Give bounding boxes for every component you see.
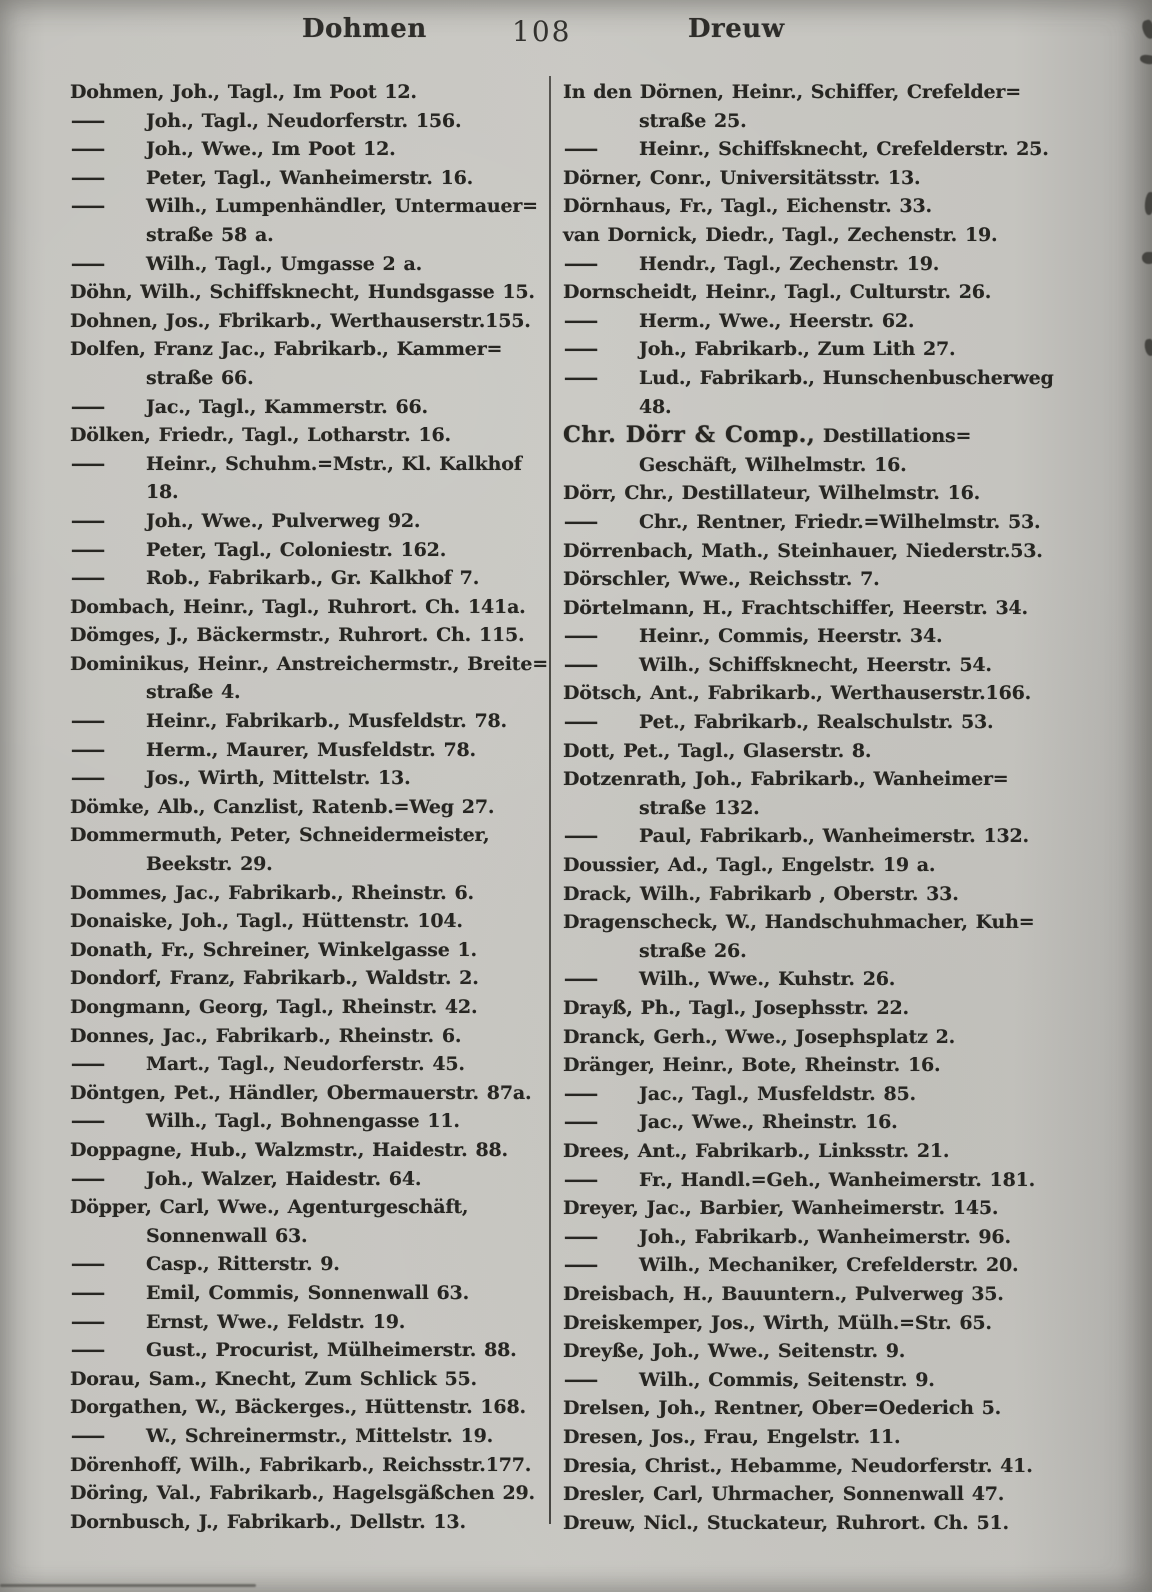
ditto-dash: — — [563, 1111, 599, 1134]
directory-entry: — Wilh., Wwe., Kuhstr. 26. — [563, 965, 1059, 994]
directory-entry: Dotzenrath, Joh., Fabrikarb., Wanheimer= straße 132. — [563, 768, 1009, 819]
directory-entry: — W., Schreinermstr., Mittelstr. 19. — [70, 1422, 558, 1451]
directory-entry: van Dornick, Diedr., Tagl., Zechenstr. 19. — [563, 223, 998, 246]
directory-entry: Dörr, Chr., Destillateur, Wilhelmstr. 16. — [563, 482, 981, 505]
directory-entry: Dreisbach, H., Bauuntern., Pulverweg 35. — [563, 1282, 1004, 1305]
directory-entry: Dörnhaus, Fr., Tagl., Eichenstr. 33. — [563, 195, 932, 218]
ditto-dash: — — [70, 738, 106, 761]
ditto-dash: — — [563, 825, 599, 848]
binding-mark — [1144, 192, 1152, 216]
directory-entry: — Emil, Commis, Sonnenwall 63. — [70, 1279, 558, 1308]
directory-entry: — Wilh., Mechaniker, Crefelderstr. 20. — [563, 1251, 1059, 1280]
directory-entry: Dölken, Friedr., Tagl., Lotharstr. 16. — [70, 424, 451, 447]
directory-entry: Dominikus, Heinr., Anstreichermstr., Breite= straße 4. — [70, 652, 548, 704]
directory-entry: Donaiske, Joh., Tagl., Hüttenstr. 104. — [70, 910, 463, 933]
page-number: 108 — [512, 15, 572, 48]
directory-entry: — Wilh., Commis, Seitenstr. 9. — [563, 1366, 1059, 1395]
directory-entry: Drayß, Ph., Tagl., Josephsstr. 22. — [563, 997, 909, 1019]
ditto-dash: — — [70, 252, 106, 275]
ditto-dash: — — [563, 625, 599, 648]
directory-entry: Dommes, Jac., Fabrikarb., Rheinstr. 6. — [70, 881, 474, 904]
directory-entry: — Wilh., Tagl., Bohnengasse 11. — [70, 1107, 558, 1136]
ditto-dash: — — [563, 309, 599, 332]
directory-entry: — Gust., Procurist, Mülheimerstr. 88. — [70, 1336, 558, 1365]
page-header — [0, 14, 1152, 54]
directory-entry: — Heinr., Schiffsknecht, Crefelderstr. 25. — [563, 135, 1059, 164]
ditto-dash: — — [70, 710, 106, 733]
ditto-dash: — — [563, 1168, 599, 1191]
directory-entry: Drelsen, Joh., Rentner, Ober=Oederich 5. — [563, 1397, 1002, 1420]
directory-entry: Dommermuth, Peter, Schneidermeister, Beekstr. 29. — [70, 824, 490, 876]
ditto-dash: — — [70, 509, 106, 532]
directory-entry: — Jac., Tagl., Kammerstr. 66. — [70, 393, 558, 422]
directory-entry: — Heinr., Commis, Heerstr. 34. — [563, 622, 1059, 651]
directory-entry: Doussier, Ad., Tagl., Engelstr. 19 a. — [563, 854, 936, 877]
directory-entry: — Paul, Fabrikarb., Wanheimerstr. 132. — [563, 822, 1059, 851]
ditto-dash: — — [563, 968, 599, 991]
directory-entry: Dörenhoff, Wilh., Fabrikarb., Reichsstr.177. — [70, 1453, 532, 1476]
ditto-dash: — — [563, 1254, 599, 1277]
ditto-dash: — — [70, 1167, 106, 1190]
directory-entry: In den Dörnen, Heinr., Schiffer, Crefelder= straße 25. — [563, 81, 1021, 132]
right-column — [563, 78, 1059, 1537]
ditto-dash: — — [563, 711, 599, 734]
directory-entry: — Lud., Fabrikarb., Hunschenbuscherweg 48. — [563, 364, 1059, 421]
ditto-dash: — — [563, 1225, 599, 1248]
directory-entry: Döpper, Carl, Wwe., Agenturgeschäft, Sonnenwall 63. — [70, 1196, 469, 1247]
directory-entry: Dörtelmann, H., Frachtschiffer, Heerstr. 34. — [563, 596, 1028, 619]
binding-mark — [1139, 54, 1152, 65]
ditto-dash: — — [70, 1424, 106, 1447]
directory-entry: Dombach, Heinr., Tagl., Ruhrort. Ch. 141a. — [70, 595, 526, 618]
catchword-left: Dohmen — [302, 14, 427, 44]
binding-mark — [1142, 252, 1152, 264]
directory-entry: Dränger, Heinr., Bote, Rheinstr. 16. — [563, 1054, 941, 1077]
ditto-dash: — — [563, 510, 599, 533]
directory-entry: Dohmen, Joh., Tagl., Im Poot 12. — [70, 81, 417, 103]
directory-entry: Donath, Fr., Schreiner, Winkelgasse 1. — [70, 938, 477, 961]
directory-entry: Dreiskemper, Jos., Wirth, Mülh.=Str. 65. — [563, 1311, 992, 1334]
directory-entry: — Wilh., Lumpenhändler, Untermauer= straße 58 a. — [70, 192, 558, 249]
ditto-dash: — — [563, 1368, 599, 1391]
directory-entry: Dresia, Christ., Hebamme, Neudorferstr. 41. — [563, 1454, 1033, 1477]
ditto-dash: — — [70, 1253, 106, 1276]
directory-entry: Dranck, Gerh., Wwe., Josephsplatz 2. — [563, 1025, 956, 1048]
directory-entry: — Jac., Wwe., Rheinstr. 16. — [563, 1108, 1059, 1137]
directory-entry: Dohnen, Jos., Fbrikarb., Werthauserstr.155. — [70, 309, 531, 332]
directory-entry: Dorgathen, W., Bäckerges., Hüttenstr. 168. — [70, 1396, 526, 1419]
directory-entry: Chr. Dörr & Comp., Destillations= Geschäft, Wilhelmstr. 16. — [563, 422, 972, 476]
left-column — [70, 78, 558, 1536]
directory-entry: Dötsch, Ant., Fabrikarb., Werthauserstr.166. — [563, 682, 1032, 705]
entry-bold-name: Chr. Dörr & Comp., — [563, 422, 815, 449]
directory-entry: — Joh., Walzer, Haidestr. 64. — [70, 1165, 558, 1194]
ditto-dash: — — [563, 653, 599, 676]
directory-entry: — Hendr., Tagl., Zechenstr. 19. — [563, 250, 1059, 279]
ditto-dash: — — [563, 366, 599, 389]
directory-entry: Doppagne, Hub., Walzmstr., Haidestr. 88. — [70, 1138, 508, 1161]
directory-entry: Drack, Wilh., Fabrikarb , Oberstr. 33. — [563, 882, 959, 905]
directory-entry: Dresler, Carl, Uhrmacher, Sonnenwall 47. — [563, 1483, 1005, 1506]
directory-entry: — Ernst, Wwe., Feldstr. 19. — [70, 1308, 558, 1337]
ditto-dash: — — [563, 252, 599, 275]
directory-entry: Dorau, Sam., Knecht, Zum Schlick 55. — [70, 1367, 477, 1390]
ditto-dash: — — [70, 109, 106, 132]
ditto-dash: — — [70, 166, 106, 189]
ditto-dash: — — [70, 1110, 106, 1133]
directory-entry: — Wilh., Tagl., Umgasse 2 a. — [70, 250, 558, 279]
directory-entry: Drees, Ant., Fabrikarb., Linksstr. 21. — [563, 1139, 950, 1162]
directory-entry: — Joh., Fabrikarb., Wanheimerstr. 96. — [563, 1223, 1059, 1252]
catchword-right: Dreuw — [688, 14, 785, 44]
ditto-dash: — — [70, 395, 106, 418]
directory-entry: Dragenscheck, W., Handschuhmacher, Kuh= straße 26. — [563, 911, 1035, 962]
directory-entry: — Joh., Wwe., Im Poot 12. — [70, 135, 558, 164]
directory-entry: Dornbusch, J., Fabrikarb., Dellstr. 13. — [70, 1510, 466, 1533]
directory-entry: Dott, Pet., Tagl., Glaserstr. 8. — [563, 739, 872, 762]
directory-entry: Dörschler, Wwe., Reichsstr. 7. — [563, 568, 880, 591]
directory-entry: Donnes, Jac., Fabrikarb., Rheinstr. 6. — [70, 1024, 462, 1047]
directory-entry: Dömke, Alb., Canzlist, Ratenb.=Weg 27. — [70, 795, 495, 818]
directory-entry: — Herm., Maurer, Musfeldstr. 78. — [70, 736, 558, 765]
ditto-dash: — — [70, 1339, 106, 1362]
ditto-dash: — — [70, 1281, 106, 1304]
directory-entry: — Wilh., Schiffsknecht, Heerstr. 54. — [563, 651, 1059, 680]
directory-entry: Dresen, Jos., Frau, Engelstr. 11. — [563, 1425, 901, 1448]
directory-entry: Döhn, Wilh., Schiffsknecht, Hundsgasse 15. — [70, 281, 535, 304]
ditto-dash: — — [563, 338, 599, 361]
directory-entry: — Fr., Handl.=Geh., Wanheimerstr. 181. — [563, 1166, 1059, 1195]
directory-entry: Dörrenbach, Math., Steinhauer, Niederstr.53. — [563, 539, 1043, 562]
directory-entry: Döntgen, Pet., Händler, Obermauerstr. 87a. — [70, 1081, 532, 1104]
ditto-dash: — — [70, 767, 106, 790]
directory-entry: — Herm., Wwe., Heerstr. 62. — [563, 307, 1059, 336]
directory-entry: Dreuw, Nicl., Stuckateur, Ruhrort. Ch. 51. — [563, 1511, 1009, 1534]
directory-entry: — Pet., Fabrikarb., Realschulstr. 53. — [563, 708, 1059, 737]
page-edge-shadow — [0, 1584, 256, 1587]
directory-entry: — Casp., Ritterstr. 9. — [70, 1250, 558, 1279]
directory-entry: — Heinr., Schuhm.=Mstr., Kl. Kalkhof 18. — [70, 450, 558, 507]
ditto-dash: — — [70, 1310, 106, 1333]
directory-entry: — Peter, Tagl., Wanheimerstr. 16. — [70, 164, 558, 193]
directory-entry: — Peter, Tagl., Coloniestr. 162. — [70, 536, 558, 565]
directory-entry: Dolfen, Franz Jac., Fabrikarb., Kammer= straße 66. — [70, 338, 503, 389]
directory-entry: — Jos., Wirth, Mittelstr. 13. — [70, 764, 558, 793]
directory-entry: — Joh., Fabrikarb., Zum Lith 27. — [563, 335, 1059, 364]
ditto-dash: — — [70, 567, 106, 590]
directory-entry: — Joh., Tagl., Neudorferstr. 156. — [70, 107, 558, 136]
ditto-dash: — — [70, 1053, 106, 1076]
directory-entry: Dondorf, Franz, Fabrikarb., Waldstr. 2. — [70, 967, 479, 990]
directory-entry: Dornscheidt, Heinr., Tagl., Culturstr. 26. — [563, 281, 992, 304]
binding-mark — [1144, 338, 1152, 356]
ditto-dash: — — [563, 1082, 599, 1105]
directory-entry: — Rob., Fabrikarb., Gr. Kalkhof 7. — [70, 564, 558, 593]
directory-entry: Döring, Val., Fabrikarb., Hagelsgäßchen 29. — [70, 1482, 535, 1505]
directory-entry: Dongmann, Georg, Tagl., Rheinstr. 42. — [70, 996, 478, 1018]
ditto-dash: — — [70, 195, 106, 218]
ditto-dash: — — [70, 538, 106, 561]
directory-entry: Dörner, Conr., Universitätsstr. 13. — [563, 166, 921, 189]
directory-entry: Dreyße, Joh., Wwe., Seitenstr. 9. — [563, 1340, 906, 1363]
directory-entry: — Mart., Tagl., Neudorferstr. 45. — [70, 1050, 558, 1079]
ditto-dash: — — [563, 138, 599, 161]
ditto-dash: — — [70, 452, 106, 475]
directory-entry: Dömges, J., Bäckermstr., Ruhrort. Ch. 115. — [70, 624, 525, 647]
directory-entry: — Chr., Rentner, Friedr.=Wilhelmstr. 53. — [563, 508, 1059, 537]
directory-entry: Dreyer, Jac., Barbier, Wanheimerstr. 145. — [563, 1197, 999, 1220]
directory-entry: — Joh., Wwe., Pulverweg 92. — [70, 507, 558, 536]
directory-entry: — Jac., Tagl., Musfeldstr. 85. — [563, 1080, 1059, 1109]
ditto-dash: — — [70, 138, 106, 161]
directory-entry: — Heinr., Fabrikarb., Musfeldstr. 78. — [70, 707, 558, 736]
